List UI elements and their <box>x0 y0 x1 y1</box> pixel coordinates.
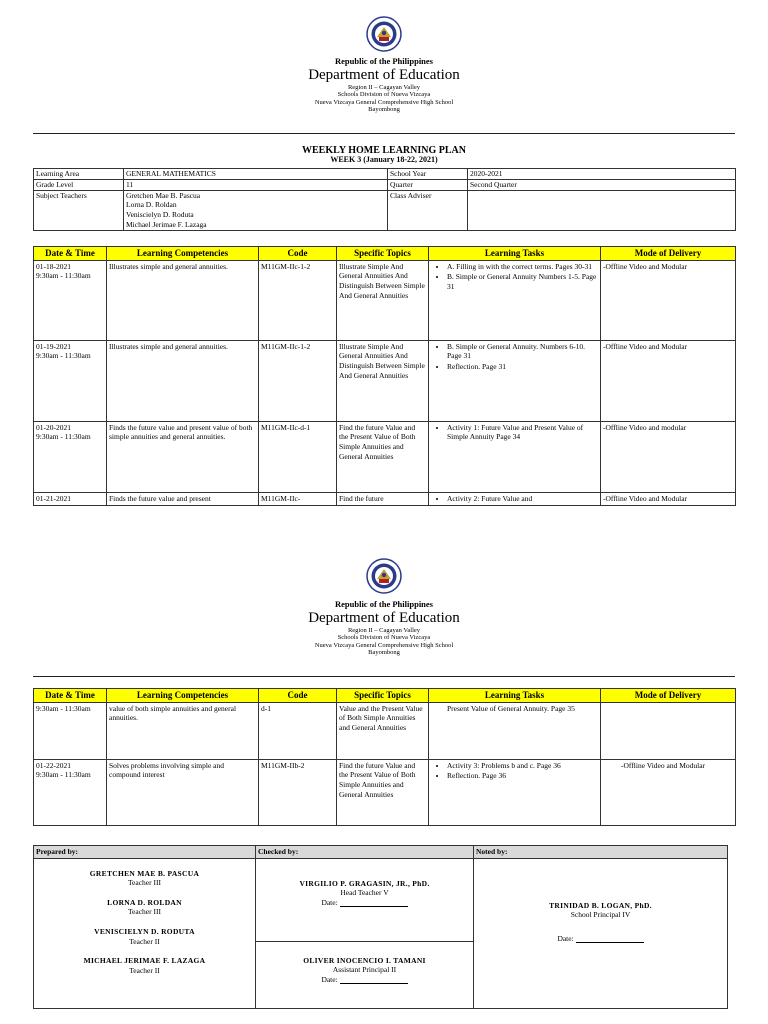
school-year-label: School Year <box>388 169 468 180</box>
prepared-by-label: Prepared by: <box>34 846 256 859</box>
signatory-name: LORNA D. ROLDAN <box>107 897 182 907</box>
date-line <box>340 976 408 984</box>
signatory-name: GRETCHEN MAE B. PASCUA <box>89 868 200 878</box>
learning-plan-table-2 <box>33 688 736 826</box>
date-field <box>256 975 473 985</box>
task-item: • Reflection. Page 36 <box>447 771 598 781</box>
row-date: 01-18-2021 <box>36 261 71 271</box>
row-time: 9:30am - 11:30am <box>36 351 91 361</box>
signatory-role: Teacher III <box>128 878 161 888</box>
department-name: Department of Education <box>308 66 460 83</box>
col-date-time: Date & Time <box>34 689 107 703</box>
checked-by-label: Checked by: <box>256 846 474 859</box>
signatory-role: Head Teacher V <box>340 888 389 898</box>
row-tasks <box>429 421 601 492</box>
col-tasks: Learning Tasks <box>429 689 601 703</box>
signatory-role: Assistant Principal II <box>332 965 397 975</box>
row-date: 01-21-2021 <box>36 493 71 503</box>
row-mode: -Offline Video and Modular <box>601 759 736 825</box>
grade-level-value: 11 <box>124 179 388 190</box>
col-mode: Mode of Delivery <box>601 247 736 261</box>
quarter-label: Quarter <box>388 179 468 190</box>
col-mode: Mode of Delivery <box>601 689 736 703</box>
class-adviser-label: Class Adviser <box>388 190 468 230</box>
signatory <box>34 927 255 946</box>
signatory-role: School Principal IV <box>570 910 631 920</box>
row-topics: Find the future <box>337 492 429 506</box>
noted-by-label: Noted by: <box>474 846 728 859</box>
school-year-value: 2020-2021 <box>468 169 736 180</box>
col-competencies: Learning Competencies <box>107 247 259 261</box>
learning-area-label: Learning Area <box>34 169 124 180</box>
signatory-role: Teacher II <box>129 965 160 975</box>
teacher-name: Michael Jerimae F. Lazaga <box>126 219 207 229</box>
date-label: Date: <box>321 897 338 907</box>
signatory-name: OLIVER INOCENCIO I. TAMANI <box>303 955 426 965</box>
subject-teachers-value <box>124 190 388 230</box>
checked-by-cell-1 <box>256 858 474 941</box>
row-time: 9:30am - 11:30am <box>36 271 91 281</box>
learning-plan-table-1 <box>33 246 736 506</box>
row-time: 9:30am - 11:30am <box>36 432 91 442</box>
class-adviser-value <box>468 190 736 230</box>
table-row <box>34 260 736 340</box>
header-divider <box>33 676 735 677</box>
signatory-name: MICHAEL JERIMAE F. LAZAGA <box>83 956 206 966</box>
row-tasks <box>429 702 601 759</box>
date-field <box>474 934 727 944</box>
place-text: Bayombong <box>368 106 400 114</box>
signatory-name: VENISCIELYN D. RODUTA <box>94 926 195 936</box>
row-tasks <box>429 340 601 421</box>
row-competency: Illustrates simple and general annuities. <box>107 340 259 421</box>
signatory <box>34 898 255 917</box>
signature-table <box>33 845 728 1009</box>
region-text: Region II – Cagayan Valley <box>347 84 421 92</box>
row-date: 01-19-2021 <box>36 341 71 351</box>
row-tasks <box>429 260 601 340</box>
row-code: d-1 <box>259 702 337 759</box>
teacher-name: Gretchen Mae B. Pascua <box>126 190 201 200</box>
deped-seal-icon <box>366 558 402 594</box>
signatory-role: Teacher II <box>129 936 160 946</box>
table-row <box>34 492 736 506</box>
row-date: 01-20-2021 <box>36 422 71 432</box>
col-competencies: Learning Competencies <box>107 689 259 703</box>
header-divider <box>33 133 735 134</box>
task-item: • Activity 3: Problems b and c. Page 36 <box>447 761 598 771</box>
date-line <box>576 935 644 943</box>
date-label: Date: <box>321 974 338 984</box>
task-item: • Activity 2: Future Value and <box>447 494 598 504</box>
teacher-name: Lorna D. Roldan <box>126 200 177 210</box>
task-item: • A. Filling in with the correct terms. Pages 30-31 <box>447 262 598 272</box>
row-time: 9:30am - 11:30am <box>36 770 91 780</box>
col-code: Code <box>259 689 337 703</box>
row-topics: Illustrate Simple And General Annuities And Distinguish Between Simple And General Annuities <box>337 260 429 340</box>
row-time: 9:30am - 11:30am <box>36 703 91 713</box>
row-topics: Illustrate Simple And General Annuities And Distinguish Between Simple And General Annuities <box>337 340 429 421</box>
plan-title: WEEKLY HOME LEARNING PLAN <box>301 145 466 156</box>
row-mode: -Offline Video and modular <box>601 421 736 492</box>
region-text: Region II – Cagayan Valley <box>347 627 421 635</box>
school-text: Nueva Vizcaya General Comprehensive High School <box>314 98 454 106</box>
task-item: • Reflection. Page 31 <box>447 362 598 372</box>
task-item: • B. Simple or General Annuity. Numbers 6-10. Page 31 <box>447 342 598 361</box>
republic-text: Republic of the Philippines <box>334 56 433 66</box>
task-item: • Activity 1: Future Value and Present Value of Simple Annuity Page 34 <box>447 423 598 442</box>
row-code: M11GM-IIc-d-1 <box>259 421 337 492</box>
signatory <box>34 869 255 888</box>
row-competency: value of both simple annuities and general annuities. <box>107 702 259 759</box>
subject-teachers-label: Subject Teachers <box>34 190 124 230</box>
prepared-by-cell <box>34 858 256 1008</box>
date-line <box>340 899 408 907</box>
col-tasks: Learning Tasks <box>429 247 601 261</box>
row-mode <box>601 702 736 759</box>
division-text: Schools Division of Nueva Vizcaya <box>337 634 431 642</box>
table-row <box>34 340 736 421</box>
row-competency: Finds the future value and present value of both simple annuities and general annuities. <box>107 421 259 492</box>
deped-seal-icon <box>366 16 402 52</box>
division-text: Schools Division of Nueva Vizcaya <box>337 91 431 99</box>
row-topics: Find the future Value and the Present Value of Both Simple Annuities and General Annuities <box>337 421 429 492</box>
table-row <box>34 702 736 759</box>
row-mode: -Offline Video and Modular <box>601 260 736 340</box>
col-topics: Specific Topics <box>337 247 429 261</box>
task-item: Present Value of General Annuity. Page 35 <box>447 703 575 713</box>
week-label: WEEK 3 (January 18-22, 2021) <box>330 155 438 164</box>
letterhead <box>0 600 768 657</box>
col-topics: Specific Topics <box>337 689 429 703</box>
row-competency: Finds the future value and present <box>107 492 259 506</box>
school-text: Nueva Vizcaya General Comprehensive High School <box>314 641 454 649</box>
letterhead <box>0 57 768 114</box>
task-item: • B. Simple or General Annuity Numbers 1-5. Page 31 <box>447 272 598 291</box>
date-field <box>256 898 473 908</box>
signatory-name: TRINIDAD B. LOGAN, PhD. <box>549 900 652 910</box>
place-text: Bayombong <box>368 649 400 657</box>
noted-by-cell <box>474 858 728 1008</box>
table-row <box>34 421 736 492</box>
learning-area-value: GENERAL MATHEMATICS <box>124 169 388 180</box>
row-code: M11GM-IIc-1-2 <box>259 340 337 421</box>
row-mode: -Offline Video and Modular <box>601 492 736 506</box>
col-code: Code <box>259 247 337 261</box>
row-tasks <box>429 492 601 506</box>
row-date: 01-22-2021 <box>36 760 71 770</box>
row-tasks <box>429 759 601 825</box>
info-table <box>33 168 736 231</box>
department-name: Department of Education <box>308 609 460 626</box>
row-competency: Solves problems involving simple and compound interest <box>107 759 259 825</box>
table-row <box>34 759 736 825</box>
row-topics: Value and the Present Value of Both Simple Annuities and General Annuities <box>337 702 429 759</box>
checked-by-cell-2 <box>256 941 474 1008</box>
row-mode: -Offline Video and Modular <box>601 340 736 421</box>
signatory-role: Teacher III <box>128 907 161 917</box>
date-label: Date: <box>557 933 574 943</box>
republic-text: Republic of the Philippines <box>334 599 433 609</box>
row-competency: Illustrates simple and general annuities. <box>107 260 259 340</box>
quarter-value: Second Quarter <box>468 179 736 190</box>
signatory-name: VIRGILIO P. GRAGASIN, JR., PhD. <box>299 878 430 888</box>
col-date-time: Date & Time <box>34 247 107 261</box>
plan-title-block <box>0 145 768 165</box>
teacher-name: Veniscielyn D. Roduta <box>126 210 194 219</box>
signatory <box>34 956 255 975</box>
row-code: M11GM-IIc-1-2 <box>259 260 337 340</box>
row-code: M11GM-IIb-2 <box>259 759 337 825</box>
row-topics: Find the future Value and the Present Value of Both Simple Annuities and General Annuities <box>337 759 429 825</box>
row-code: M11GM-IIc- <box>259 492 337 506</box>
grade-level-label: Grade Level <box>34 179 124 190</box>
